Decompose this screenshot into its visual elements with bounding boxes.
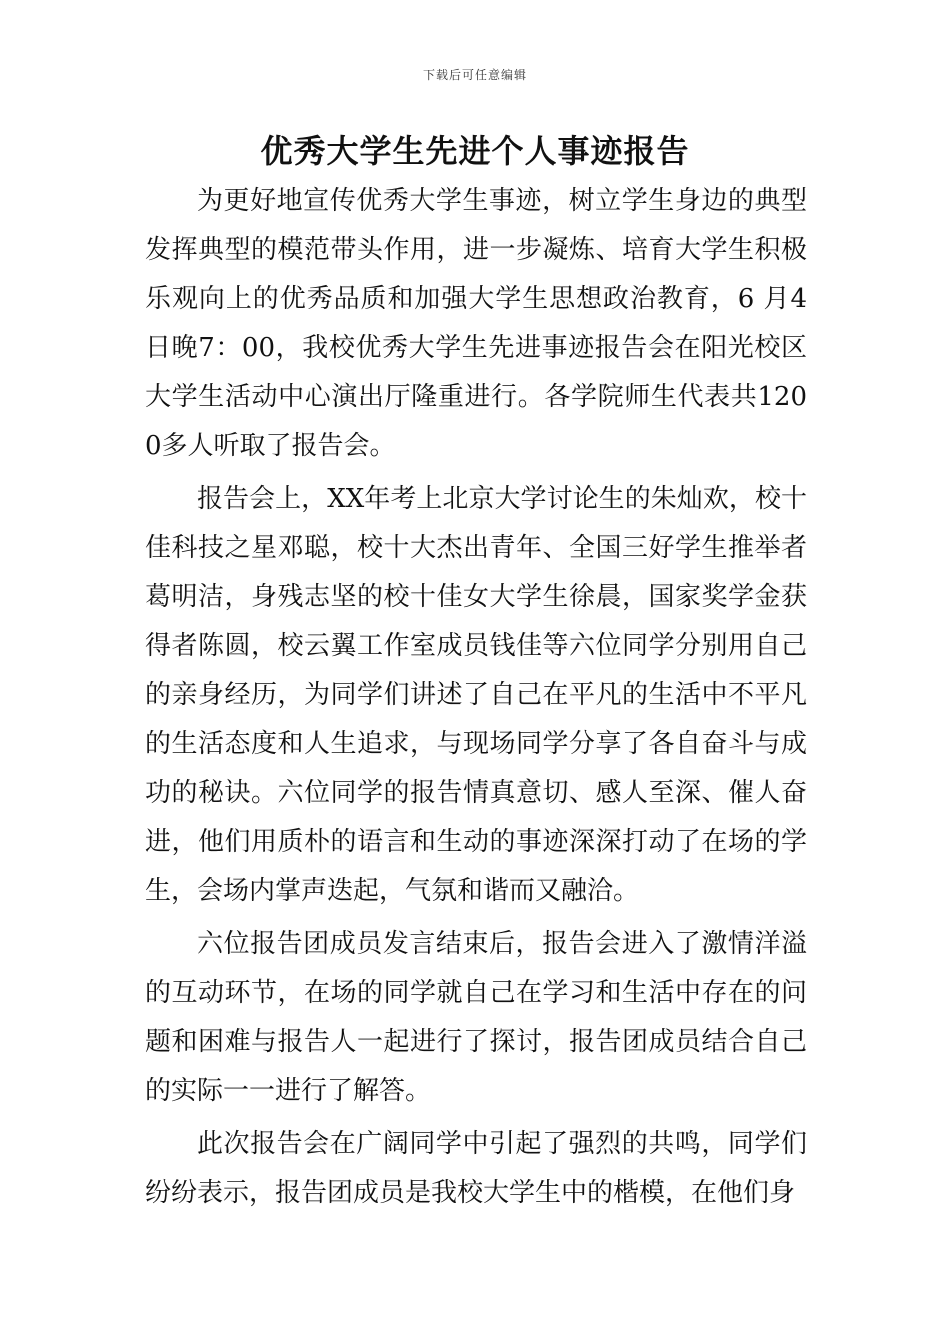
paragraph-3: 六位报告团成员发言结束后，报告会进入了激情洋溢的互动环节，在场的同学就自己在学习和生活中存在的问题和困难与报告人一起进行了探讨，报告团成员结合自己的实际一一进行了解答。 xyxy=(145,929,807,1106)
header-note: 下载后可任意编辑 xyxy=(422,68,527,82)
paragraph-1: 为更好地宣传优秀大学生事迹，树立学生身边的典型发挥典型的模范带头作用，进一步凝炼、培育大学生积极乐观向上的优秀品质和加强大学生思想政治教育，6 月4日晚7：00，我校优秀大学生先进事迹报告会在阳光校区大学生活动中心演出厅隆重进行。各学院师生代表共1200多人听取了报告会。 xyxy=(145,186,807,461)
document-title: 优秀大学生先进个人事迹报告 xyxy=(260,132,690,170)
paragraph-4: 此次报告会在广阔同学中引起了强烈的共鸣，同学们纷纷表示，报告团成员是我校大学生中的楷模，在他们身 xyxy=(145,1129,807,1208)
document-body xyxy=(145,177,807,1222)
paragraph-2: 报告会上，XX年考上北京大学讨论生的朱灿欢，校十佳科技之星邓聪，校十大杰出青年、全国三好学生推举者葛明洁，身残志坚的校十佳女大学生徐晨，国家奖学金获得者陈圆，校云翼工作室成员钱佳等六位同学分别用自己的亲身经历，为同学们讲述了自己在平凡的生活中不平凡的生活态度和人生追求，与现场同学分享了各自奋斗与成功的秘诀。六位同学的报告情真意切、感人至深、催人奋进，他们用质朴的语言和生动的事迹深深打动了在场的学生，会场内掌声迭起，气氛和谐而又融洽。 xyxy=(145,484,807,906)
